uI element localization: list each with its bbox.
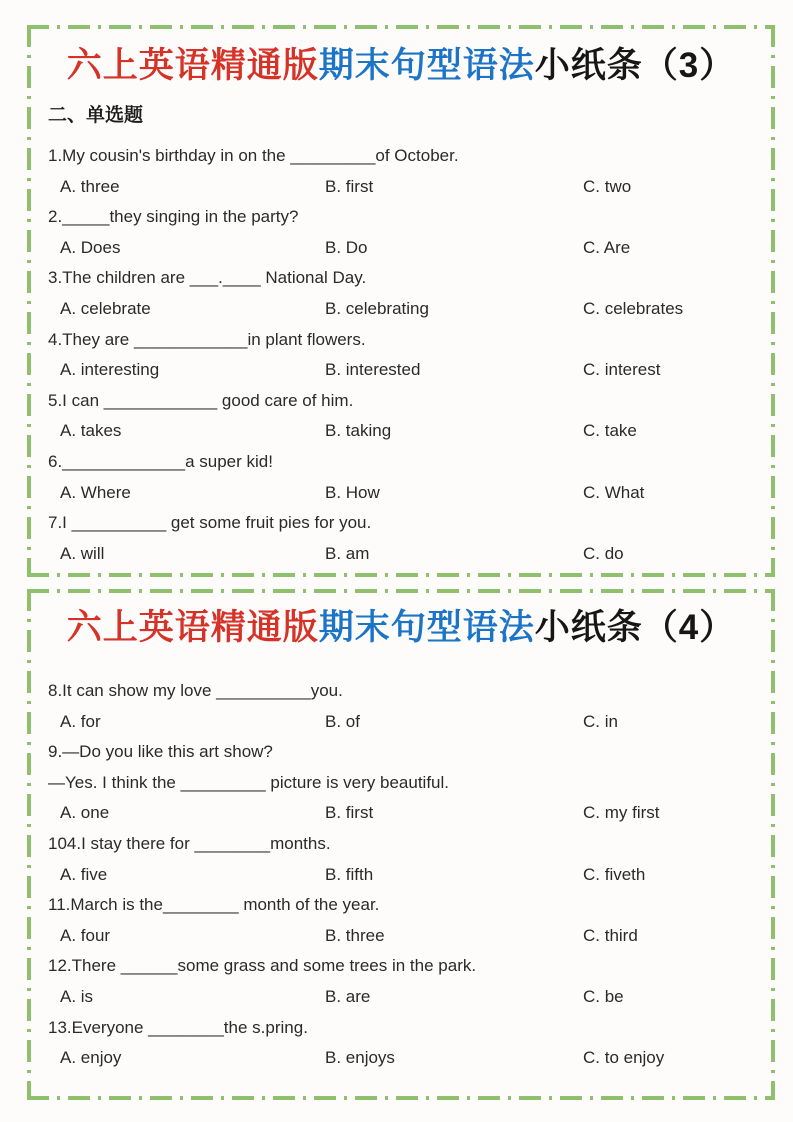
option-a: A. one bbox=[60, 803, 110, 823]
option-a: A. interesting bbox=[60, 360, 160, 380]
option-c: C. fiveth bbox=[583, 864, 646, 884]
options-row bbox=[27, 233, 775, 264]
option-c: C. to enjoy bbox=[583, 1048, 665, 1068]
question-text: 1.My cousin's birthday in on the _________of October. bbox=[48, 146, 459, 165]
option-a: A. Where bbox=[60, 482, 131, 502]
option-c: C. do bbox=[583, 543, 624, 563]
options-row bbox=[27, 798, 775, 829]
question-text: 3.The children are ___.____ National Day. bbox=[48, 268, 367, 288]
worksheet-card-3 bbox=[27, 25, 775, 577]
option-a: A. takes bbox=[60, 421, 122, 441]
title-part-black: 小纸条（4） bbox=[534, 608, 736, 647]
options-row bbox=[27, 707, 775, 738]
question-text: 6._____________a super kid! bbox=[48, 451, 273, 471]
question-text: 13.Everyone ________the s.pring. bbox=[48, 1017, 308, 1037]
options-row bbox=[27, 982, 775, 1013]
border-right bbox=[771, 589, 775, 1100]
option-b: B. are bbox=[325, 986, 371, 1006]
question-text: 104.I stay there for ________months. bbox=[48, 833, 331, 853]
option-c: C. in bbox=[583, 711, 618, 731]
title-part-red: 六上英语精通版 bbox=[66, 46, 319, 85]
worksheet-card-4 bbox=[27, 589, 775, 1100]
option-c: C. What bbox=[583, 482, 645, 502]
option-c: C. my first bbox=[583, 803, 660, 823]
option-a: A. Does bbox=[60, 237, 121, 257]
options-row bbox=[27, 172, 775, 203]
border-top bbox=[27, 589, 775, 593]
title-part-red: 六上英语精通版 bbox=[66, 608, 319, 647]
options-row bbox=[27, 416, 775, 447]
option-a: A. celebrate bbox=[60, 298, 151, 318]
option-c: C. two bbox=[583, 176, 632, 196]
page-title bbox=[27, 43, 775, 89]
question-text: 8.It can show my love __________you. bbox=[48, 681, 343, 700]
option-b: B. enjoys bbox=[325, 1048, 395, 1068]
option-a: A. is bbox=[60, 986, 94, 1006]
option-c: C. third bbox=[583, 925, 638, 945]
question-text: 2._____they singing in the party? bbox=[48, 207, 299, 227]
option-b: B. three bbox=[325, 925, 385, 945]
option-c: C. take bbox=[583, 421, 637, 441]
option-a: A. for bbox=[60, 711, 101, 731]
option-b: B. celebrating bbox=[325, 298, 429, 318]
option-b: B. taking bbox=[325, 421, 392, 441]
option-a: A. enjoy bbox=[60, 1048, 122, 1068]
option-c: C. Are bbox=[583, 237, 631, 257]
question-text: 12.There ______some grass and some trees in the park. bbox=[48, 956, 477, 976]
section-header: 二、单选题 bbox=[48, 105, 144, 126]
option-b: B. fifth bbox=[325, 864, 374, 884]
border-left bbox=[27, 589, 31, 1100]
option-a: A. five bbox=[60, 864, 108, 884]
question-text: 11.March is the________ month of the year. bbox=[48, 895, 380, 915]
option-b: B. Do bbox=[325, 237, 368, 257]
border-bottom bbox=[27, 573, 775, 577]
question-list bbox=[27, 141, 775, 569]
option-b: B. first bbox=[325, 803, 374, 823]
option-c: C. interest bbox=[583, 360, 661, 380]
option-a: A. will bbox=[60, 543, 105, 563]
question-text: 5.I can ____________ good care of him. bbox=[48, 390, 354, 410]
page-title bbox=[27, 605, 775, 651]
question-text: —Yes. I think the _________ picture is very beautiful. bbox=[48, 772, 450, 792]
options-row bbox=[27, 1043, 775, 1074]
options-row bbox=[27, 355, 775, 386]
options-row bbox=[27, 921, 775, 952]
border-bottom bbox=[27, 1096, 775, 1100]
option-b: B. am bbox=[325, 543, 370, 563]
option-a: A. three bbox=[60, 176, 120, 196]
options-row bbox=[27, 478, 775, 509]
option-c: C. celebrates bbox=[583, 298, 684, 318]
border-top bbox=[27, 25, 775, 29]
border-right bbox=[771, 25, 775, 577]
title-part-black: 小纸条（3） bbox=[534, 46, 736, 85]
option-c: C. be bbox=[583, 986, 624, 1006]
option-b: B. How bbox=[325, 482, 380, 502]
option-b: B. first bbox=[325, 176, 374, 196]
question-text: 7.I __________ get some fruit pies for you. bbox=[48, 513, 372, 533]
question-list bbox=[27, 676, 775, 1074]
question-text: 4.They are ____________in plant flowers. bbox=[48, 329, 366, 349]
options-row bbox=[27, 294, 775, 325]
option-b: B. interested bbox=[325, 360, 421, 380]
question-text: 9.—Do you like this art show? bbox=[48, 742, 273, 762]
options-row bbox=[27, 860, 775, 891]
border-left bbox=[27, 25, 31, 577]
options-row bbox=[27, 539, 775, 570]
option-a: A. four bbox=[60, 925, 111, 945]
title-part-blue: 期末句型语法 bbox=[318, 46, 535, 85]
title-part-blue: 期末句型语法 bbox=[318, 608, 535, 647]
option-b: B. of bbox=[325, 711, 360, 731]
